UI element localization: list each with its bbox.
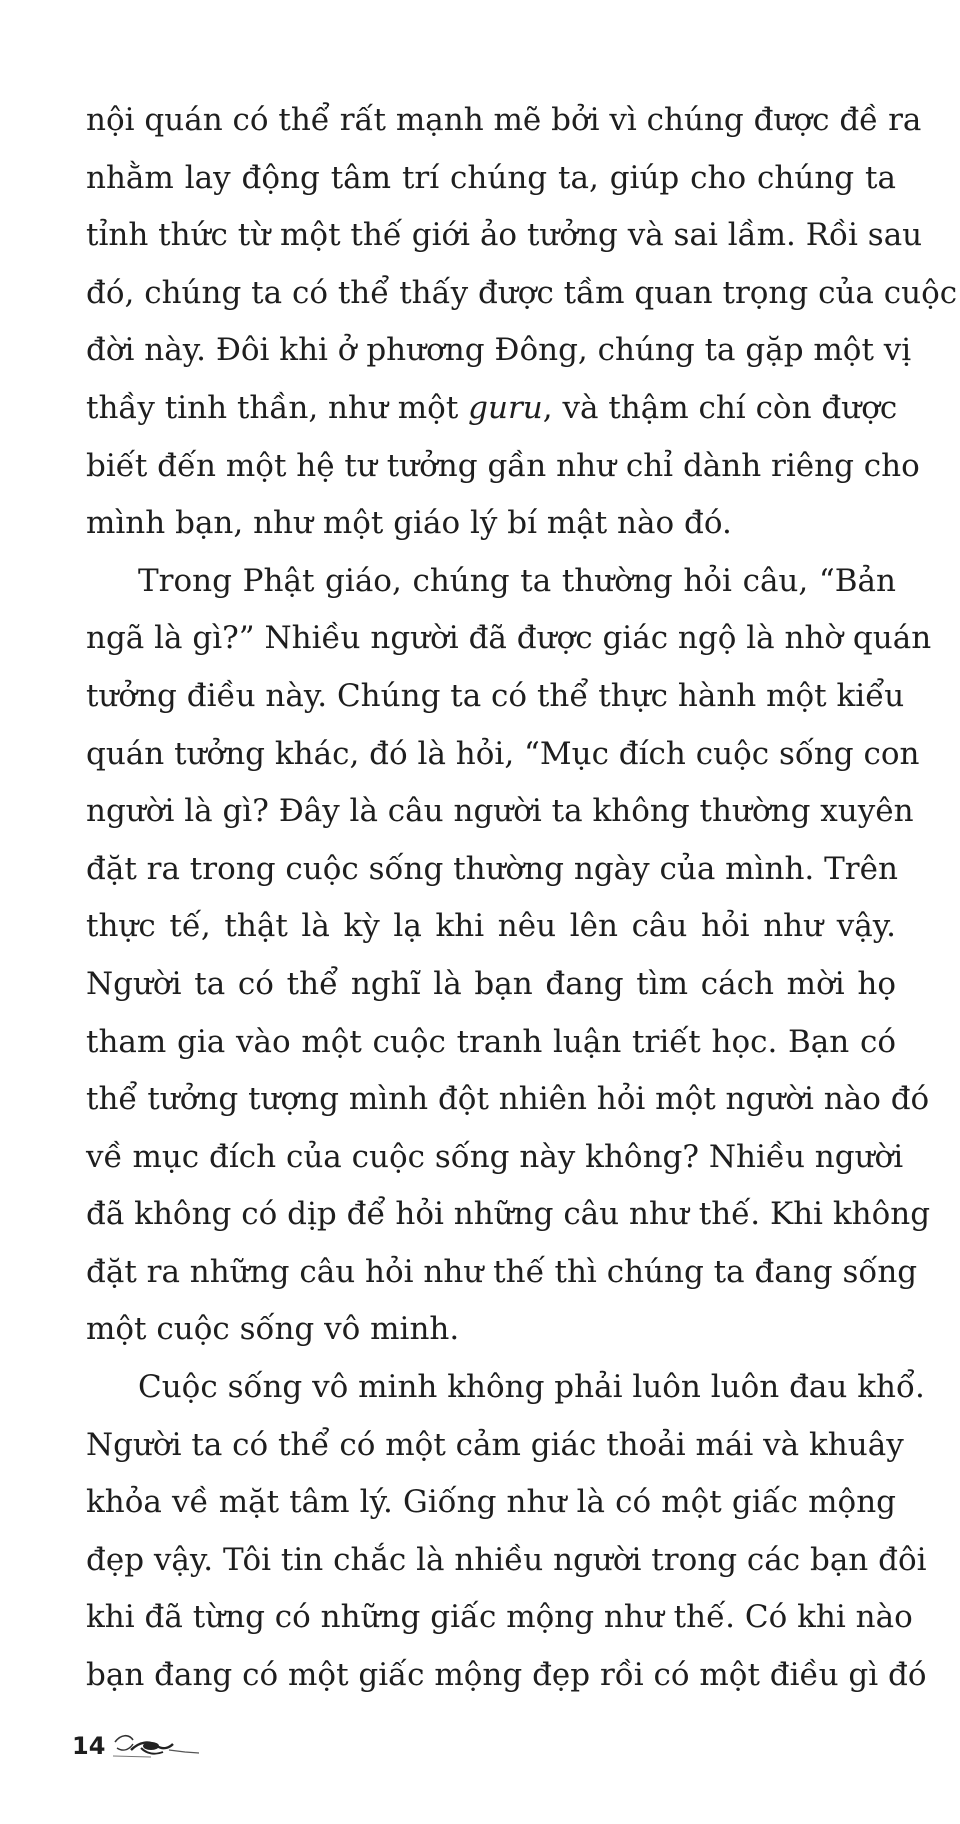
text-line: đó, chúng ta có thể thấy được tầm quan trọng của cuộc xyxy=(86,274,958,311)
page-number: 14 xyxy=(72,1732,106,1760)
text-line: thể tưởng tượng mình đột nhiên hỏi một người nào đó xyxy=(86,1081,930,1118)
text-line: nhằm lay động tâm trí chúng ta, giúp cho chúng ta xyxy=(86,159,896,196)
paragraph-1 xyxy=(86,92,958,553)
text-line: tưởng điều này. Chúng ta có thể thực hành một kiểu xyxy=(86,677,905,714)
text-line: đặt ra những câu hỏi như thế thì chúng ta đang sống xyxy=(86,1253,918,1290)
text-line: bạn đang có một giấc mộng đẹp rồi có một điều gì đó xyxy=(86,1657,927,1694)
text-line: Cuộc sống vô minh không phải luôn luôn đau khổ. xyxy=(138,1369,925,1406)
italic-term: guru xyxy=(468,389,543,426)
text-line: tham gia vào một cuộc tranh luận triết học. Bạn có xyxy=(86,1023,896,1060)
text-line: thực tế, thật là kỳ lạ khi nêu lên câu hỏi như vậy. xyxy=(86,908,896,945)
text-line: đời này. Đôi khi ở phương Đông, chúng ta gặp một vị xyxy=(86,332,912,369)
text-segment: thầy tinh thần, như một xyxy=(86,389,469,426)
text-line: đã không có dịp để hỏi những câu như thế. Khi không xyxy=(86,1196,931,1233)
text-segment: , và thậm chí còn được xyxy=(542,389,898,426)
page-footer xyxy=(72,1728,203,1760)
text-line: một cuộc sống vô minh. xyxy=(86,1311,460,1348)
text-line: Người ta có thể nghĩ là bạn đang tìm cách mời họ xyxy=(86,965,896,1002)
body-text xyxy=(86,92,958,1705)
paragraph-3 xyxy=(86,1359,927,1705)
text-line: người là gì? Đây là câu người ta không thường xuyên xyxy=(86,793,914,830)
text-line: khỏa về mặt tâm lý. Giống như là có một giấc mộng xyxy=(86,1484,896,1521)
text-line: quán tưởng khác, đó là hỏi, “Mục đích cuộc sống con xyxy=(86,735,920,772)
text-line: tỉnh thức từ một thế giới ảo tưởng và sai lầm. Rồi sau xyxy=(86,217,923,254)
text-line: ngã là gì?” Nhiều người đã được giác ngộ là nhờ quán xyxy=(86,620,932,657)
text-line: về mục đích của cuộc sống này không? Nhiều người xyxy=(86,1138,904,1175)
text-line-with-italic xyxy=(86,380,896,438)
text-line: đẹp vậy. Tôi tin chắc là nhiều người trong các bạn đôi xyxy=(86,1541,927,1578)
text-line: Trong Phật giáo, chúng ta thường hỏi câu, “Bản xyxy=(138,562,896,599)
text-line: Người ta có thể có một cảm giác thoải mái và khuây xyxy=(86,1426,904,1463)
paragraph-2 xyxy=(86,553,932,1359)
page-ornament-icon xyxy=(111,1728,203,1760)
text-line: mình bạn, như một giáo lý bí mật nào đó. xyxy=(86,505,732,542)
text-line: đặt ra trong cuộc sống thường ngày của mình. Trên xyxy=(86,850,898,887)
text-line: khi đã từng có những giấc mộng như thế. Có khi nào xyxy=(86,1599,913,1636)
text-line: biết đến một hệ tư tưởng gần như chỉ dành riêng cho xyxy=(86,447,920,484)
text-line: nội quán có thể rất mạnh mẽ bởi vì chúng được đề ra xyxy=(86,102,922,138)
